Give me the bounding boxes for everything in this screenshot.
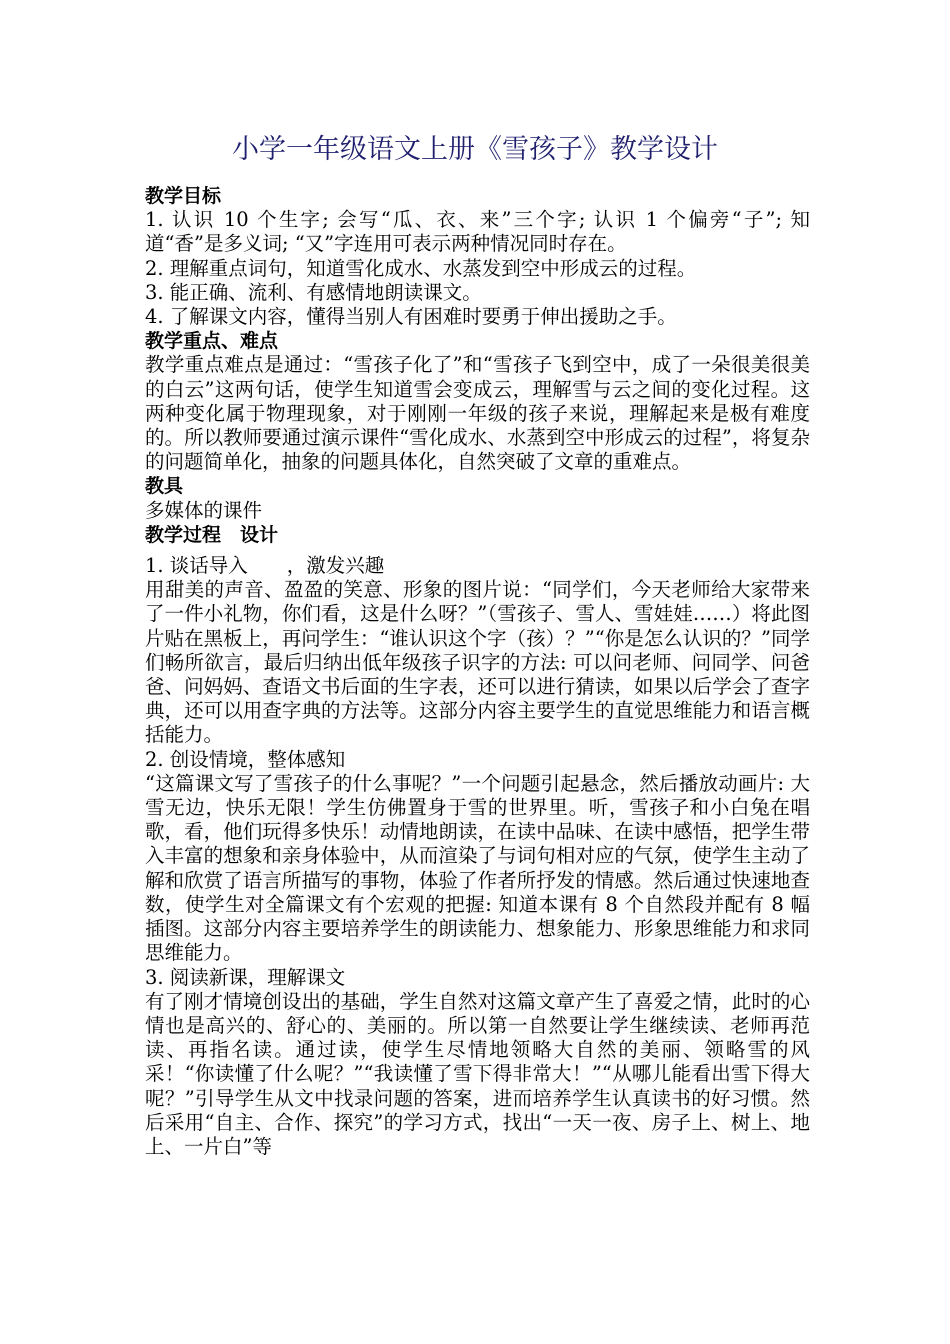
process-step-text-3: 有了刚才情境创设出的基础，学生自然对这篇文章产生了喜爱之情，此时的心情也是高兴的、舒心的、美丽的。所以第一自然要让学生继续读、老师再范读、再指名读。通过读，使学生尽情地领略大自然的美丽、领略雪的风采！“你读懂了什么呢？”“我读懂了雪下得非常大！”“从哪儿能看出雪下得大呢？”引导学生从文中找录问题的答案，进而培养学生认真读书的好习惯。然后采用“自主、合作、探究”的学习方式，找出“一天一夜、房子上、树上、地上、一片白”等 xyxy=(145,989,810,1158)
goal-item-4: 4. 了解课文内容，懂得当别人有困难时要勇于伸出援助之手。 xyxy=(145,305,677,329)
section-gap xyxy=(145,547,810,554)
section-heading-key-points: 教学重点、难点 xyxy=(145,330,279,353)
process-step-title-2: 2. 创设情境，整体感知 xyxy=(145,747,346,771)
process-step-text-1: 用甜美的声音、盈盈的笑意、形象的图片说：“同学们，今天老师给大家带来了一件小礼物，你们看，这是什么呀？”（雪孩子、雪人、雪娃娃……）将此图片贴在黑板上，再问学生：“谁认识这个字（孩）？”“你是怎么认识的？”同学们畅所欲言，最后归纳出低年级孩子识字的方法: 可以问老师、问同学、问爸爸、问妈妈、查语文书后面的生字表，还可以进行猜读，如果以后学会了查字典，还可以用查字典的方法等。这部分内容主要学生的直觉思维能力和语言概括能力。 xyxy=(145,578,810,747)
section-heading-goals: 教学目标 xyxy=(145,185,222,207)
process-step-text-2: “这篇课文写了雪孩子的什么事呢？”一个问题引起悬念，然后播放动画片: 大雪无边，快乐无限！学生仿佛置身于雪的世界里。听，雪孩子和小白兔在唱歌，看，他们玩得多快乐！动情地朗读，在读中品味、在读中感悟，把学生带入丰富的想象和亲身体验中，从而渲染了与词句相对应的气氛，使学生主动了解和欣赏了语言所描写的事物，体验了作者所抒发的情感。然后通过快速地查数，使学生对全篇课文有个宏观的把握: 知道本课有 8 个自然段并配有 8 幅插图。这部分内容主要培养学生的朗读能力、想象能力、形象思维能力和求同思维能力。 xyxy=(145,771,810,965)
document-title: 小学一年级语文上册《雪孩子》教学设计 xyxy=(232,134,718,165)
goal-item-3: 3. 能正确、流利、有感情地朗读课文。 xyxy=(145,280,482,304)
tools-text: 多媒体的课件 xyxy=(145,498,263,522)
section-heading-process: 教学过程 设计 xyxy=(145,523,279,546)
section-heading-tools: 教具 xyxy=(145,475,184,498)
goal-item-1: 1. 认识 10 个生字; 会写“瓜、衣、来”三个字; 认识 1 个偏旁“子”; 知道“香”是多义词; “又”字连用可表示两种情况同时存在。 xyxy=(145,208,810,256)
document-body xyxy=(145,184,810,1159)
goal-item-2: 2. 理解重点词句，知道雪化成水、水蒸发到空中形成云的过程。 xyxy=(145,256,697,280)
process-step-title-3: 3. 阅读新课，理解课文 xyxy=(145,965,346,989)
key-points-text: 教学重点难点是通过：“雪孩子化了”和“雪孩子飞到空中，成了一朵很美很美的白云”这两句话，使学生知道雪会变成云，理解雪与云之间的变化过程。这两种变化属于物理现象，对于刚刚一年级的孩子来说，理解起来是极有难度的。所以教师要通过演示课件“雪化成水、水蒸到空中形成云的过程”，将复杂的问题简单化，抽象的问题具体化，自然突破了文章的重难点。 xyxy=(145,353,810,474)
process-step-title-1: 1. 谈话导入 ，激发兴趣 xyxy=(145,554,385,578)
